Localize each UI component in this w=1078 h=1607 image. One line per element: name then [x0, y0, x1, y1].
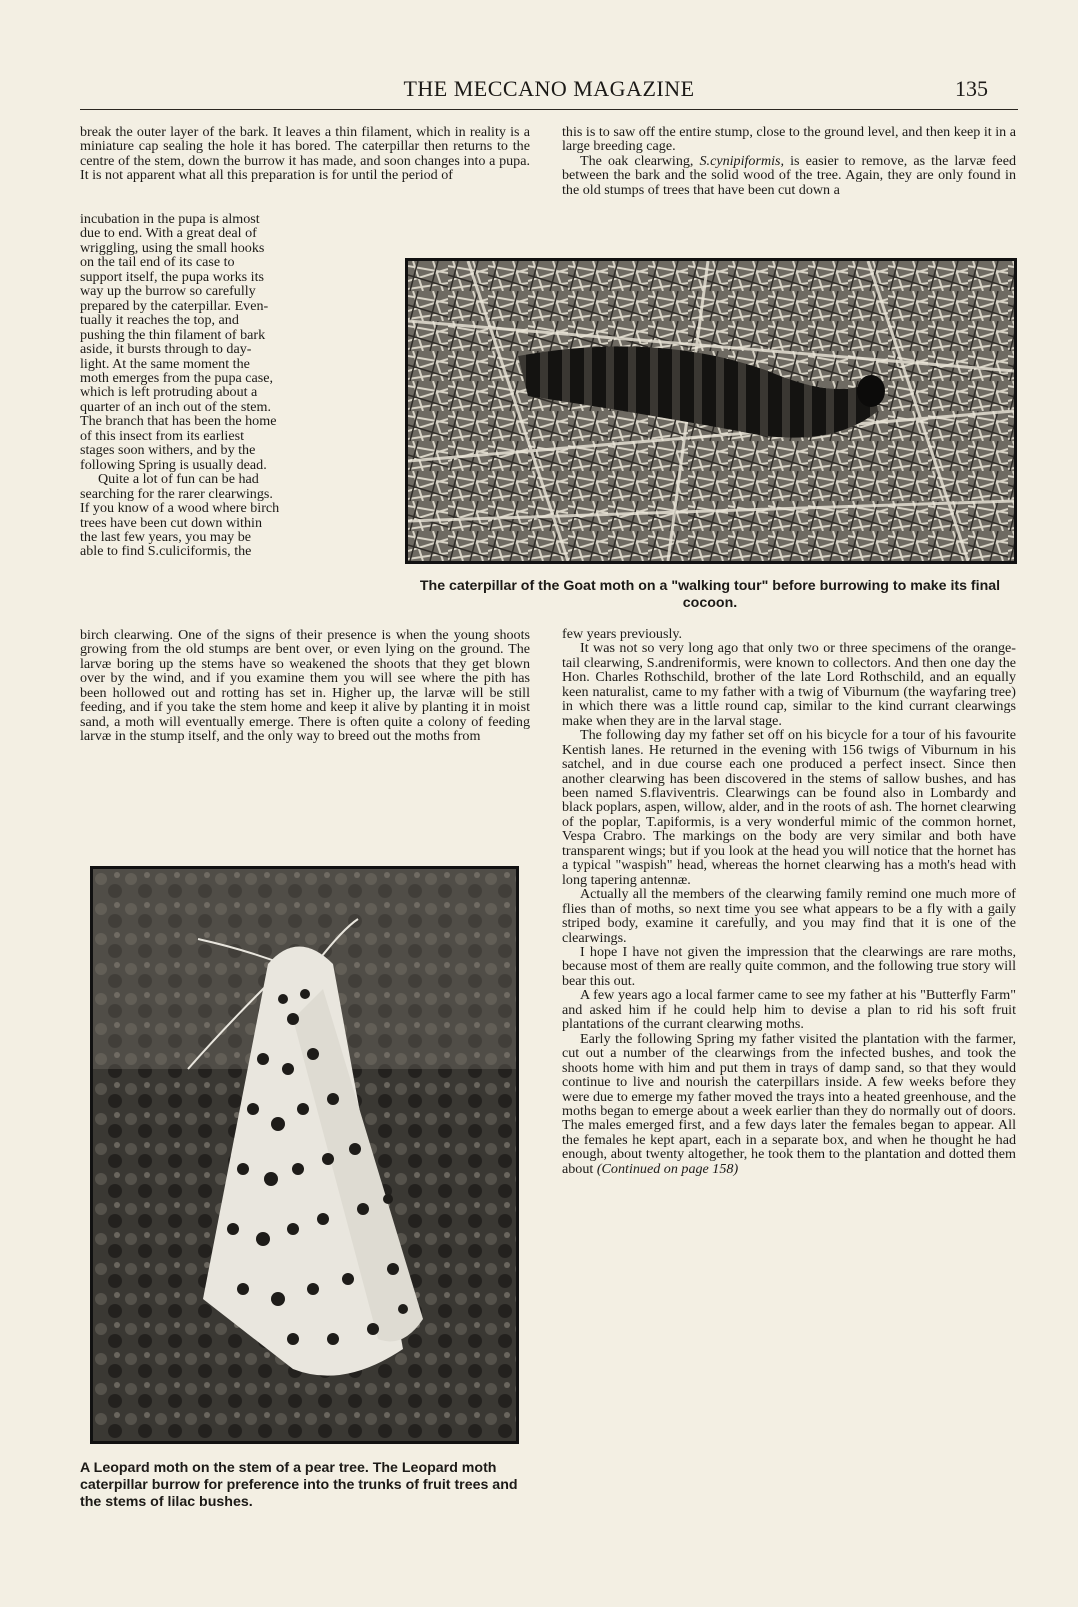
narrow-line: quarter of an inch out of the stem.: [80, 398, 271, 415]
narrow-line: Quite a lot of fun can be had: [98, 471, 259, 488]
narrow-line: If you know of a wood where birch: [80, 500, 280, 517]
continuation-line: few years previously.: [562, 626, 683, 642]
right-column-top: [562, 125, 1016, 197]
right-paragraph: The following day my father set off on his bicycle for a tour of his favourite Kentish lanes. He returned in the evening with 156 twigs of Viburnum in his satchel, and in due course each one produced a perfect insect. Since then another clearwing has been discovered in the stems of sallow bushes, and has been named S.flaviventris. Clearwings can be found also in Lombardy and black poplars, aspen, willow, alder, and in the roots of ash. The hornet clearwing of the poplar, T.apiformis, is a very wonderful mimic of the common hornet, Vespa Crabro. The markings on the body are very similar and both have transparent wings; but if you look at the head you will notice that the hornet has a typical "waspish" head, whereas the hornet clearwing has a moth's head with long tapering antennæ.: [562, 727, 1016, 888]
leopard-moth-caption: A Leopard moth on the stem of a pear tree. The Leopard moth caterpillar burrow for preference into the trunks of fruit trees and the stems of lilac bushes.: [80, 1460, 518, 1510]
right-paragraph: It was not so very long ago that only two or three specimens of the orange-tail clearwing, S.andreniformis, were known to collectors. And then one day the Hon. Charles Rothschild, brother of the late Lord Rothschild, and an equally keen naturalist, came to my father with a twig of Viburnum (the wayfaring tree) in which there was a little round cap, similar to the kind currant clearwings make when they are in the larval stage.: [562, 640, 1016, 729]
narrow-line: of this insect from its earliest: [80, 427, 244, 444]
left-column-top: [80, 125, 530, 183]
narrow-line: trees have been cut down within: [80, 514, 262, 531]
narrow-line: incubation in the pupa is almost: [80, 211, 260, 227]
narrow-line: prepared by the caterpillar. Even-: [80, 297, 269, 314]
narrow-line: tually it reaches the top, and: [80, 312, 239, 329]
oak-text-pre: The oak clearwing,: [580, 152, 700, 169]
right-top-paragraph-1: this is to saw off the entire stump, close to the ground level, and then keep it in a large breeding cage.: [562, 124, 1016, 155]
header-rule: [80, 109, 1018, 110]
leopard-moth-illustration: [93, 869, 516, 1441]
caterpillar-photo: [405, 258, 1017, 564]
caterpillar-illustration: [408, 261, 1014, 561]
narrow-line: wriggling, using the small hooks: [80, 239, 265, 256]
narrow-line: following Spring is usually dead.: [80, 456, 267, 473]
page-header: [80, 76, 1018, 106]
page-number: 135: [955, 76, 988, 101]
left-column-narrow: [80, 212, 376, 559]
oak-species: S.cynipiformis,: [699, 152, 785, 169]
narrow-line: pushing the thin filament of bark: [80, 326, 266, 343]
left-top-paragraph: break the outer layer of the bark. It leaves a thin filament, which in reality is a miniature cap sealing the hole it has bored. The caterpillar then returns to the centre of the stem, down the burrow it has made, and soon changes into a pupa. It is not apparent what all this preparation is for until the period of: [80, 124, 530, 184]
continued-note: (Continued on page 158): [593, 1160, 739, 1177]
narrow-line: searching for the rarer clearwings.: [80, 485, 273, 502]
narrow-line: light. At the same moment the: [80, 355, 250, 372]
narrow-line: support itself, the pupa works its: [80, 268, 264, 285]
narrow-line: moth emerges from the pupa case,: [80, 369, 274, 386]
narrow-line: due to end. With a great deal of: [80, 225, 257, 242]
right-paragraph: Early the following Spring my father visited the plantation with the farmer, cut out a number of the clearwings from the infected bushes, and took the shoots home with him and put them in trays of damp sand, so that they would continue to live and nourish the caterpillars inside. A few weeks before they were due to emerge my father moved the trays into a heated greenhouse, and the moths began to emerge about a week earlier than they do normally out of doors. The males emerged first, and a few days later the females began to appear. All the females he kept apart, each in a separate box, and when he thought he had enough, about twenty altogether, he took them to the plantation and dotted them about (Continued on page 158): [562, 1030, 1016, 1177]
magazine-title: THE MECCANO MAGAZINE: [403, 76, 695, 101]
narrow-line: way up the burrow so carefully: [80, 283, 256, 300]
oak-text-post: is easier to remove, as the larvæ feed between the bark and the solid wood of the tree. Again, they are only found in the old stumps of trees that have been cut down a: [562, 152, 1016, 198]
right-paragraph: I hope I have not given the impression that the clearwings are rare moths, because most of them are really quite common, and the following true story will bear this out.: [562, 943, 1016, 989]
left-column-bottom: [80, 628, 530, 744]
narrow-line: on the tail end of its case to: [80, 254, 235, 271]
narrow-line: The branch that has been the home: [80, 413, 277, 430]
left-bottom-paragraph: birch clearwing. One of the signs of their presence is when the young shoots growing from the old stumps are bent over, or even lying on the ground. The larvæ boring up the stems have so weakened the shoots that they get blown over by the wind, and if you examine them you will see where the pith has been hollowed out and rotting has set in. Higher up, the larvæ will be still feeding, and if you take the stem home and keep it alive by planting it in moist sand, a moth will eventually emerge. There is often quite a colony of feeding larvæ in the stump itself, and the only way to breed out the moths from: [80, 627, 530, 745]
right-top-paragraph-2: [562, 154, 1016, 197]
narrow-line: stages soon withers, and by the: [80, 442, 256, 459]
caterpillar-caption: The caterpillar of the Goat moth on a "walking tour" before burrowing to make its final cocoon.: [419, 578, 1001, 611]
right-paragraph: Actually all the members of the clearwing family remind one much more of flies than of moths, so next time you see what appears to be a fly with a gaily striped body, examine it carefully, and you may find that it is one of the clearwings.: [562, 886, 1016, 946]
leopard-moth-photo: [90, 866, 519, 1444]
narrow-line: able to find S.culiciformis, the: [80, 543, 252, 560]
right-paragraph: A few years ago a local farmer came to see my father at his "Butterfly Farm" and asked him if he could help him to devise a plan to rid his soft fruit plantations of the currant clearwing moths.: [562, 987, 1016, 1033]
right-column-bottom: [562, 627, 1016, 1176]
narrow-line: the last few years, you may be: [80, 528, 252, 545]
narrow-line: which is left protruding about a: [80, 384, 258, 401]
narrow-line: aside, it bursts through to day-: [80, 341, 252, 358]
